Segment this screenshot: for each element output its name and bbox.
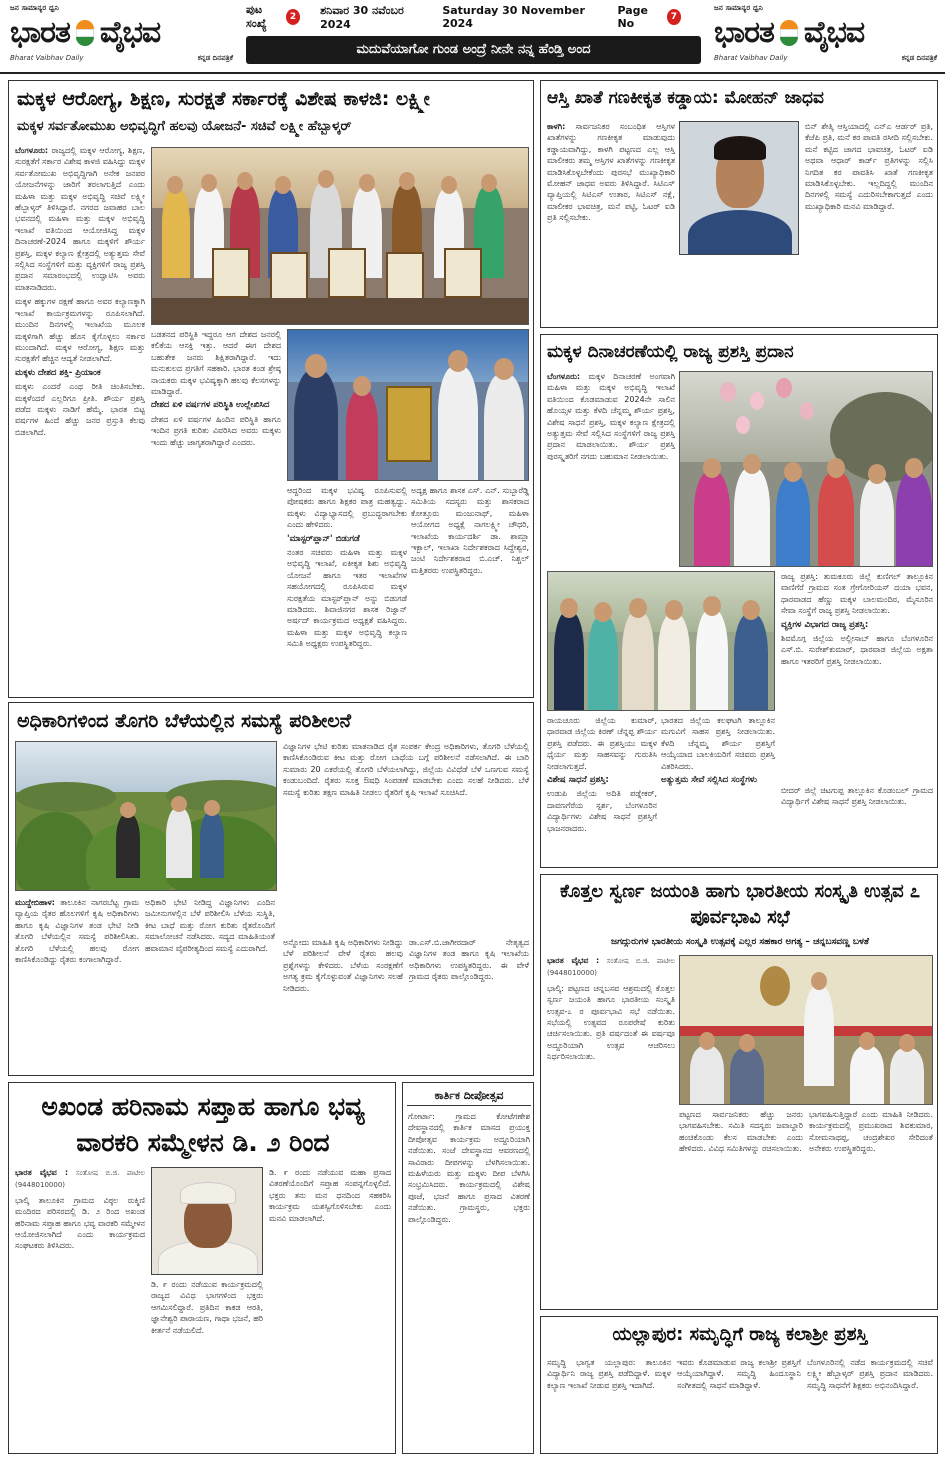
brand-name-part2: ವೈಭವ: [99, 15, 161, 50]
story-dateline: ಭಾರತ ವೈಭವ :: [15, 1168, 69, 1177]
photo-award-group: [547, 571, 775, 711]
story-body: ಭಾಲ್ಕಿ ತಾಲೂಕಿನ ಗ್ರಾಮದ ವಿಠ್ಠಲ ರುಕ್ಮಿಣಿ ಮಂದಿರದ ಪರಿಸರದಲ್ಲಿ ಡಿ. ೨ ರಿಂದ ಅಖಂಡ ಹರಿನಾಮ ಸಪ್ತಾಹ ಹಾಗೂ ಭವ್ಯ ವಾರಕರಿ ಸಮ್ಮೇಳನ ಆಯೋಜಿಸಲಾಗಿದೆ ಎಂದು ಕಾರ್ಯಕ್ರಮದ ಸಂಘಟಕರು ತಿಳಿಸಿದರು.: [15, 1195, 145, 1251]
story-state-awards: [540, 334, 938, 868]
story-inline-subhead: ಅತ್ಯುತ್ತಮ ಸೇವೆ ಸಲ್ಲಿಸಿದ ಸಂಸ್ಥೆಗಳು: [661, 775, 758, 786]
brand-kannada-sub: ಕನ್ನಡ ದಿನಪತ್ರಿಕೆ: [901, 54, 937, 62]
story-body: ಬೆಂಗಳೂರಿನಲ್ಲಿ ನಡೆದ ಕಾರ್ಯಕ್ರಮದಲ್ಲಿ ಸಚಿವೆ ಲಕ್ಷ್ಮೀ ಹೆಬ್ಬಾಳ್ಕರ್ ಪ್ರಶಸ್ತಿ ಪ್ರದಾನ ಮಾಡಿದರು. ಸಮೃದ್ಧಿ ಸಾಧನೆಗೆ ಶಿಕ್ಷಕರು ಅಭಿನಂದಿಸಿದ್ದಾರೆ.: [807, 1358, 933, 1390]
story-subhead: ಜಗದ್ಗುರುಗಳ ಭಾರತೀಯ ಸಂಸ್ಕೃತಿ ಉತ್ಸವಕ್ಕೆ ಎಲ್ಲರ ಸಹಕಾರ ಅಗತ್ಯ – ಚನ್ನಬಸವಣ್ಣ ಬಳತೆ: [611, 937, 869, 947]
story-column: [781, 571, 933, 781]
story-column: [547, 371, 675, 567]
story-headline: ಕೊತ್ತಲ ಸ್ವರ್ಣ ಜಯಂತಿ ಹಾಗು ಭಾರತೀಯ ಸಂಸ್ಕೃತಿ ಉತ್ಸವ ೭ ಪೂರ್ವಭಾವಿ ಸಭೆ: [560, 881, 920, 928]
story-column: [661, 715, 775, 865]
brand-wordmark: [10, 13, 233, 53]
story-dateline: ಮುದ್ದೇಬಿಹಾಳ:: [15, 898, 55, 907]
story-body: ಗೋರ್ಟಾ: ಗ್ರಾಮದ ಕೋಟೆಗಣೇಶ ದೇವಸ್ಥಾನದಲ್ಲಿ ಕಾರ್ತಿಕ ಮಾಸದ ಪ್ರಯುಕ್ತ ದೀಪೋತ್ಸವ ಕಾರ್ಯಕ್ರಮ ಅದ್ದೂರಿಯಾಗಿ ನಡೆಯಿತು. ಸಂಜೆ ದೇವಸ್ಥಾನದ ಆವರಣದಲ್ಲಿ ಸಾವಿರಾರು ದೀಪಗಳನ್ನು ಬೆಳಗಿಸಲಾಯಿತು. ಮಹಿಳೆಯರು ಮತ್ತು ಮಕ್ಕಳು ದೀಪ ಬೆಳಗಿಸಿ ಸಂಭ್ರಮಿಸಿದರು. ಕಾರ್ಯಕ್ರಮದಲ್ಲಿ ವಿಶೇಷ ಪೂಜೆ, ಭಜನೆ ಹಾಗೂ ಪ್ರಸಾದ ವಿತರಣೆ ನಡೆಯಿತು. ಗ್ರಾಮಸ್ಥರು, ಭಕ್ತರು ಪಾಲ್ಗೊಂಡಿದ್ದರು.: [408, 1112, 530, 1224]
story-headline: ಕಾರ್ತಿಕ ದೀಪೋತ್ಸವ: [407, 1087, 531, 1106]
story-column: [547, 715, 657, 865]
story-yallapur-award: [540, 1316, 938, 1454]
story-body: ಮಕ್ಕಳ ದಿನಾಚರಣೆ ಅಂಗವಾಗಿ ಮಹಿಳಾ ಮತ್ತು ಮಕ್ಕಳ ಅಭಿವೃದ್ಧಿ ಇಲಾಖೆ ವತಿಯಿಂದ ಕೊಡಮಾಡುವ 2024ನೇ ಸಾಲಿನ ಹೊಯ್ಸಳ ಮತ್ತು ಕೆಳದಿ ಚೆನ್ನಮ್ಮ ಶೌರ್ಯ ಪ್ರಶಸ್ತಿ, ವಿಶೇಷ ಸಾಧನೆ ಪ್ರಶಸ್ತಿ, ಮಕ್ಕಳ ಕಲ್ಯಾಣ ಕ್ಷೇತ್ರದಲ್ಲಿ ಅತ್ಯುತ್ತಮ ಸೇವೆ ಸಲ್ಲಿಸಿದ ಸಂಸ್ಥೆಗಳಿಗೆ ರಾಜ್ಯ ಪ್ರಶಸ್ತಿ ಪ್ರದಾನ ಮಾಡಲಾಯಿತು. ಶೌರ್ಯ ಪ್ರಶಸ್ತಿ ಪುರಸ್ಕೃತರಿಗೆ ನಗದು ಬಹುಮಾನ ನೀಡಲಾಯಿತು.: [547, 372, 675, 461]
story-karthika-deepotsava: [402, 1082, 534, 1454]
story-column: [781, 785, 933, 865]
photo-balloon-release: [679, 371, 933, 567]
photo-felicitation: [287, 329, 529, 481]
kannada-date: ಶನಿವಾರ 30 ನವೆಂಬರ 2024: [320, 3, 404, 31]
story-body: ಡಿ. ೯ ರಂದು ನಡೆಯುವ ಮಹಾ ಪ್ರಸಾದ ವಿತರಣೆಯೊಂದಿಗೆ ಸಪ್ತಾಹ ಸಂಪನ್ನಗೊಳ್ಳಲಿದೆ. ಭಕ್ತರು ತನು ಮನ ಧನದಿಂದ ಸಹಕರಿಸಿ ಕಾರ್ಯಕ್ರಮ ಯಶಸ್ವಿಗೊಳಿಸಬೇಕು ಎಂದು ಮನವಿ ಮಾಡಲಾಗಿದೆ.: [269, 1168, 391, 1223]
story-headline: ಅಖಂಡ ಹರಿನಾಮ ಸಪ್ತಾಹ ಹಾಗೂ ಭವ್ಯ ವಾರಕರಿ ಸಮ್ಮೇಳನ ಡಿ. ೨ ರಿಂದ: [41, 1092, 365, 1157]
story-body: ಇವರು ಕೊಡಮಾಡುವ ರಾಜ್ಯ ಕಲಾಶ್ರೀ ಪ್ರಶಸ್ತಿಗೆ ಆಯ್ಕೆಯಾಗಿದ್ದಾಳೆ. ಸಮೃದ್ಧಿ ಹಿಂದೂಸ್ಥಾನಿ ಸಂಗೀತದಲ್ಲಿ ಸಾಧನೆ ಮಾಡಿದ್ದಾಳೆ.: [677, 1358, 801, 1390]
story-headline: ಆಸ್ತಿ ಖಾತೆ ಗಣಕೀಕೃತ ಕಡ್ಡಾಯ: ಮೋಹನ್ ಜಾಧವ: [547, 88, 824, 108]
story-body: ಭಾಲ್ಕಿ: ಪಟ್ಟಣದ ಚನ್ನಬಸವ ಆಶ್ರಮದಲ್ಲಿ ಕೊತ್ತಲ ಸ್ವರ್ಣ ಜಯಂತಿ ಹಾಗೂ ಭಾರತೀಯ ಸಂಸ್ಕೃತಿ ಉತ್ಸವ-೭ ರ ಪೂರ್ವಭಾವಿ ಸಭೆ ನಡೆಯಿತು. ಸಭೆಯಲ್ಲಿ ಉತ್ಸವದ ರೂಪರೇಷೆ ಕುರಿತು ಚರ್ಚಿಸಲಾಯಿತು. ಪ್ರತಿ ವರ್ಷದಂತೆ ಈ ವರ್ಷವೂ ಅದ್ದೂರಿಯಾಗಿ ಉತ್ಸವ ಆಚರಿಸಲು ನಿರ್ಧರಿಸಲಾಯಿತು.: [547, 983, 675, 1062]
story-body: ಭಾರತದ ಜಿಲ್ಲೆಯ ಕಲಘಟಗಿ ತಾಲ್ಲೂಕಿನ ಮಗುವಿಗೆ ಸಾಹಸ ಪ್ರಶಸ್ತಿ ನೀಡಲಾಯಿತು. ಕೆಳದಿ ಚೆನ್ನಮ್ಮ ಶೌರ್ಯ ಪ್ರಶಸ್ತಿಗೆ ಆಯ್ಕೆಯಾದ ಬಾಲಕಿಯರಿಗೆ ಸಚಿವರು ಪ್ರಶಸ್ತಿ ವಿತರಿಸಿದರು.: [661, 716, 775, 771]
story-body: ಮಕ್ಕಳ ಹಕ್ಕುಗಳ ರಕ್ಷಣೆ ಹಾಗೂ ಅವರ ಕಲ್ಯಾಣಕ್ಕಾಗಿ ಇಲಾಖೆ ಕಾರ್ಯಕ್ರಮಗಳನ್ನು ರೂಪಿಸಲಾಗಿದೆ. ಮುಂದಿನ ದಿನಗಳಲ್ಲಿ ಇಲಾಖೆಯ ಮೂಲಕ ಮಕ್ಕಳಿಗಾಗಿ ಹೆಚ್ಚು ಹೊಸ ಕೈಗೊಳ್ಳಲು ಸರ್ಕಾರ ಮುಂದಾಗಿದೆ. ಮಕ್ಕಳ ಆರೋಗ್ಯ, ಶಿಕ್ಷಣ ಮತ್ತು ಸುರಕ್ಷತೆಗೆ ಹೆಚ್ಚಿನ ಆದ್ಯತೆ ನೀಡಲಾಗಿದೆ.: [15, 297, 145, 364]
story-body: ದೇಶದ ಏಳಿ ವರ್ಷಗಳ ಹಿಂದಿನ ಪರಿಸ್ಥಿತಿ ಹಾಗೂ ಇಂದಿನ ಪ್ರಗತಿ ಕುರಿತು ವಿವರಿಸಿದ ಅವರು ಮಕ್ಕಳು ಇಂದು ಹೆಚ್ಚು ಜಾಗೃತರಾಗಿದ್ದಾರೆ ಎಂದರು.: [151, 414, 281, 447]
story-body: ತಾಲೂಕಿನ ನಾಗರಬೆಟ್ಟ ಗ್ರಾಮ ವ್ಯಾಪ್ತಿಯ ರೈತರ ಹೊಲಗಳಿಗೆ ಕೃಷಿ ಅಧಿಕಾರಿಗಳು ಹಾಗೂ ಕೃಷಿ ವಿಜ್ಞಾನಿಗಳ ತಂಡ ಭೇಟಿ ನೀಡಿ ತೊಗರಿ ಬೆಳೆಯಲ್ಲಿನ ಸಮಸ್ಯೆ ಪರಿಶೀಲಿಸಿತು. ತೊಗರಿ ಬೆಳೆಯಲ್ಲಿ ಹಲವು ರೋಗ ಕಾಣಿಸಿಕೊಂಡಿದ್ದು ರೈತರು ಕಂಗಾಲಾಗಿದ್ದಾರೆ.: [15, 898, 139, 965]
story-body: ನಂತರ ಸಚಿವರು ಮಹಿಳಾ ಮತ್ತು ಮಕ್ಕಳ ಅಭಿವೃದ್ಧಿ ಇಲಾಖೆ, ಏಕೀಕೃತ ಶಿಶು ಅಭಿವೃದ್ಧಿ ಯೋಜನೆ ಹಾಗೂ ಇತರ ಇಲಾಖೆಗಳ ಸಹಯೋಗದಲ್ಲಿ ರೂಪಿಸಿರುವ ಮಕ್ಕಳ ಸುರಕ್ಷತೆಯ ಮಾಸ್ಟರ್‌ಪ್ಲಾನ್ ಅನ್ನು ಬಿಡುಗಡೆ ಮಾಡಿದರು. ಶಿವಾಜಿನಗರ ಶಾಸಕ ರಿಜ್ವಾನ್ ಅರ್ಷದ್ ಕಾರ್ಯಕ್ರಮದ ಅಧ್ಯಕ್ಷತೆ ವಹಿಸಿದ್ದರು. ಮಹಿಳಾ ಮತ್ತು ಮಕ್ಕಳ ಅಭಿವೃದ್ಧಿ ಕಲ್ಯಾಣ ಸಮಿತಿ ಅಧ್ಯಕ್ಷರು ಉಪಸ್ಥಿತರಿದ್ದರು.: [287, 548, 407, 649]
story-body: ಮಕ್ಕಳು ಎಂದರೆ ಎಂಥ ರೀತಿ ಚಿಂತಿಸಬೇಕು. ಮಕ್ಕಳೆಂದರೆ ಎಲ್ಲರಿಗೂ ಪ್ರೀತಿ. ಶೌರ್ಯ ಪ್ರಶಸ್ತಿ ಪಡೆದ ಮಕ್ಕಳು ನಾಡಿಗೆ ಹೆಮ್ಮೆ. ಭಾರತ ಬಿಟ್ಟ ವರ್ಷಗಳ ಹಿಂದೆ ಹೆಚ್ಚು ಜನರ ಪ್ರಸ್ತುತಿ ಕೆಲವು ಬಿಡಲಾಗಿದೆ.: [15, 382, 145, 437]
photo-award-ceremony: [151, 147, 529, 325]
brand-name-part1: ಭಾರತ: [714, 15, 774, 50]
brand-tagline: ಜನ ಸಾಮಾನ್ಯರ ಧ್ವನಿ: [714, 4, 764, 12]
brand-name-part2: ವೈಭವ: [803, 15, 865, 50]
story-column: [807, 1357, 933, 1451]
english-date: Saturday 30 November 2024: [442, 4, 585, 30]
story-body: ರಾಯಚೂರು ಜಿಲ್ಲೆಯ ಕುಮಾರ್, ಧಾರವಾಡ ಜಿಲ್ಲೆಯ ಕಿರಣ್ ಚೆನ್ನಪ್ಪ ಶೌರ್ಯ ಪ್ರಶಸ್ತಿ ಪಡೆದರು. ಈ ಪ್ರಶಸ್ತಿಯು ಮಕ್ಕಳ ಧೈರ್ಯ ಮತ್ತು ಸಾಹಸವನ್ನು ಗುರುತಿಸಿ ನೀಡಲಾಗುತ್ತದೆ.: [547, 716, 657, 771]
story-column: [547, 1357, 671, 1451]
story-children-welfare: [8, 80, 534, 698]
story-column: [283, 937, 403, 1073]
story-column: [809, 1109, 933, 1307]
story-column: [283, 741, 529, 931]
story-body: ಡಾ.ಎಸ್.ಬಿ.ಜಾಗೀರದಾರ್ ನೇತೃತ್ವದ ವಿಜ್ಞಾನಿಗಳ ತಂಡ ಹಾಗೂ ಕೃಷಿ ಇಲಾಖೆಯ ಅಧಿಕಾರಿಗಳು ಉಪಸ್ಥಿತರಿದ್ದರು. ಈ ವೇಳೆ ಗ್ರಾಮದ ರೈತರು ಪಾಲ್ಗೊಂಡಿದ್ದರು.: [409, 938, 529, 982]
brand-name-part1: ಭಾರತ: [10, 15, 70, 50]
story-body: ರಾಜ್ಯದಲ್ಲಿ ಮಕ್ಕಳ ಆರೋಗ್ಯ, ಶಿಕ್ಷಣ, ಸುರಕ್ಷತೆಗೆ ಸರ್ಕಾರ ವಿಶೇಷ ಕಾಳಜಿ ವಹಿಸಿದ್ದು ಮಕ್ಕಳ ಸರ್ವತೋಮುಖ ಅಭಿವೃದ್ಧಿಗಾಗಿ ಅನೇಕ ಜನಪರ ಯೋಜನೆಗಳನ್ನು ಜಾರಿಗೆ ತರಲಾಗುತ್ತಿದೆ ಎಂದು ಮಹಿಳಾ ಮತ್ತು ಮಕ್ಕಳ ಅಭಿವೃದ್ಧಿ ಸಚಿವೆ ಲಕ್ಷ್ಮೀ ಹೆಬ್ಬಾಳ್ಕರ್ ತಿಳಿಸಿದ್ದಾರೆ. ನಗರದ ಜವಾಹರ ಬಾಲ ಭವನದಲ್ಲಿ ಮಹಿಳಾ ಮತ್ತು ಮಕ್ಕಳ ಅಭಿವೃದ್ಧಿ ಇಲಾಖೆ ವತಿಯಿಂದ ಆಯೋಜಿಸಿದ್ದ ಮಕ್ಕಳ ದಿನಾಚರಣೆ-2024 ಹಾಗೂ ಮಕ್ಕಳಿಗೆ ಶೌರ್ಯ ಪ್ರಶಸ್ತಿ, ಮಕ್ಕಳ ಕಲ್ಯಾಣ ಕ್ಷೇತ್ರದಲ್ಲಿ ಅತ್ಯುತ್ತಮ ಸೇವೆ ಸಲ್ಲಿಸಿದ ಸಂಸ್ಥೆಗಳಿಗೆ ಮತ್ತು ವ್ಯಕ್ತಿಗಳಿಗೆ ರಾಜ್ಯ ಪ್ರಶಸ್ತಿ ಪ್ರದಾನ ಸಮಾರಂಭದಲ್ಲಿ ಉದ್ಘಾಟಿಸಿ ಅವರು ಮಾತನಾಡಿದರು.: [15, 146, 145, 292]
photo-officer-portrait: [679, 121, 799, 255]
brand-wordmark: [714, 13, 937, 53]
photo-swamiji-portrait: [151, 1167, 263, 1275]
story-column: [151, 329, 281, 693]
volume-number: 2: [286, 9, 300, 25]
issue-info-bar: [246, 2, 701, 32]
story-inline-subhead: ದೇಶದ ಏಳಿ ವರ್ಷಗಳ ಪರಿಸ್ಥಿತಿ ಉಲ್ಲೇಖಿಸಿದ: [151, 400, 270, 411]
brand-english-name: Bharat Vaibhav Daily: [714, 54, 788, 62]
story-body: ಶಿವಮೊಗ್ಗ ಜಿಲ್ಲೆಯ ಅಲ್ಲೀಸಾಬ್ ಹಾಗೂ ಬೆಂಗಳೂರಿನ ಎಸ್.ಬಿ. ಸುರೇಶ್‌ಕುಮಾರ್, ಧಾರವಾಡ ಜಿಲ್ಲೆಯ ಅಕ್ಷತಾ ಹಾಗೂ ಇತರರಿಗೆ ಪ್ರಶಸ್ತಿ ನೀಡಲಾಯಿತು.: [781, 634, 933, 666]
story-headline: ಮಕ್ಕಳ ದಿನಾಚರಣೆಯಲ್ಲಿ ರಾಜ್ಯ ಪ್ರಶಸ್ತಿ ಪ್ರದಾನ: [547, 342, 794, 362]
story-kottala-jayanti: [540, 874, 938, 1310]
story-body: ಅನ್ನೋದು ಮಾಹಿತಿ ಕೃಷಿ ಅಧಿಕಾರಿಗಳು ನೀಡಿದ್ದು ಬೆಳೆ ಪರಿಶೀಲನೆ ವೇಳೆ ರೈತರು ಹಲವು ಪ್ರಶ್ನೆಗಳನ್ನು ಕೇಳಿದರು. ಬೆಳೆಯ ಸಂರಕ್ಷಣೆಗೆ ಅಗತ್ಯ ಕ್ರಮ ಕೈಗೊಳ್ಳುವಂತೆ ವಿಜ್ಞಾನಿಗಳು ಸಲಹೆ ನೀಡಿದರು.: [283, 938, 403, 993]
story-subhead: ಮಕ್ಕಳ ಸರ್ವತೋಮುಖ ಅಭಿವೃದ್ಧಿಗೆ ಹಲವು ಯೋಜನೆ- ಸಚಿವೆ ಲಕ್ಷ್ಮೀ ಹೆಬ್ಬಾಳ್ಕರ್: [17, 119, 352, 134]
story-column: [269, 1167, 391, 1451]
story-inline-subhead: ಮಕ್ಕಳು ದೇಶದ ಶಕ್ತಿ- ಪ್ರಿಯಾಂಕ: [15, 367, 101, 378]
story-body: ಬಡತನದ ಪರಿಸ್ಥಿತಿ ಇದ್ದರೂ ಆಗ ದೇಶದ ಜನರಲ್ಲಿ ಕಲಿಕೆಯ ಆಸಕ್ತಿ ಇತ್ತು. ಆದರೆ ಈಗ ದೇಶದ ಬಹುತೇಕ ಜನರು ಶಿಕ್ಷಿತರಾಗಿದ್ದಾರೆ. ಇದು ಮನುಕುಲದ ಪ್ರಗತಿಗೆ ಸಹಕಾರಿ. ಭಾರತ ಕಂಡ ಶ್ರೇಷ್ಠ ನಾಯಕರು ಮಕ್ಕಳ ಭವಿಷ್ಯಕ್ಕಾಗಿ ಹಲವು ಕೆಲಸಗಳನ್ನು ಮಾಡಿದ್ದಾರೆ.: [151, 330, 281, 397]
story-harinama-saptaha: [8, 1082, 396, 1454]
story-dateline: ಭಾರತ ವೈಭವ :: [547, 956, 600, 965]
story-crop-inspection: [8, 702, 534, 1076]
story-column: [408, 1111, 530, 1451]
brand-kannada-sub: ಕನ್ನಡ ದಿನಪತ್ರಿಕೆ: [197, 54, 233, 62]
story-column: [287, 485, 407, 693]
story-body: ಸಮೃದ್ಧಿ ಭಾಗ್ವತ ಯಲ್ಲಾಪುರ: ತಾಲೂಕಿನ ವಿದ್ಯಾರ್ಥಿನಿ ರಾಜ್ಯ ಪ್ರಶಸ್ತಿ ಪಡೆದಿದ್ದಾಳೆ. ಮಕ್ಕಳ ಕಲ್ಯಾಣ ಇಲಾಖೆ ನೀಡುವ ಪ್ರಶಸ್ತಿ ಇದಾಗಿದೆ.: [547, 1358, 671, 1390]
story-column: [15, 145, 145, 693]
flag-icon: [776, 16, 802, 50]
story-headline: ಮಕ್ಕಳ ಆರೋಗ್ಯ, ಶಿಕ್ಷಣ, ಸುರಕ್ಷತೆ ಸರ್ಕಾರಕ್ಕೆ ವಿಶೇಷ ಕಾಳಜಿ: ಲಕ್ಷ್ಮೀ: [17, 88, 430, 110]
brand-sub: [714, 54, 937, 63]
page-number-info: [617, 4, 685, 30]
story-dateline: ಬೆಂಗಳೂರು:: [547, 372, 581, 381]
story-body: ಅದ್ಯಕ್ಷ ಹಾಗೂ ಶಾಸಕ ಎಸ್. ಎನ್. ಸುಬ್ಬಾರೆಡ್ಡಿ ಸಮಿತಿಯ ಸದಸ್ಯರು ಮತ್ತು ಶಾಸಕರಾದ ಕೋತ್ತೂರು ಮಂಜುನಾಥ್, ಮಹಿಳಾ ಆಯೋಗದ ಅಧ್ಯಕ್ಷೆ ನಾಗಲಕ್ಷ್ಮೀ ಚೌಧರಿ, ಇಲಾಖೆಯ ಕಾರ್ಯದರ್ಶಿ ಡಾ. ಶಾಮ್ಲಾ ಇಕ್ಬಾಲ್, ಇಲಾಖಾ ನಿರ್ದೇಶಕರಾದ ಸಿದ್ದೇಶ್ವರ, ಜಂಟಿ ನಿರ್ದೇಶಕರಾದ ಬಿ.ಎಚ್. ನಿಶ್ಚಲ್ ಮತ್ತಿತರರು ಉಪಸ್ಥಿತರಿದ್ದರು.: [411, 486, 529, 575]
story-body: ಅಧಿಕಾರಿ ಭೇಟಿ ನೀಡಿದ್ದ ವಿಜ್ಞಾನಿಗಳು ಎಂದಿನ ಜಮೀನುಗಳಲ್ಲಿನ ಬೆಳೆ ಪರಿಶೀಲಿಸಿ ಬೆಳೆಯ ಸುಸ್ಥಿತಿ, ಕೀಟ ಬಾಧೆ ಮತ್ತು ರೋಗ ಕುರಿತು ರೈತರೊಂದಿಗೆ ಸಮಾಲೋಚನೆ ನಡೆಸಿದರು. ಸದ್ಯದ ಮಾಹಿತಿಯಂತೆ ಹವಾಮಾನ ವೈಪರೀತ್ಯದಿಂದ ಸಮಸ್ಯೆ ಎದುರಾಗಿದೆ.: [145, 898, 275, 953]
story-body: ಡಿ. ೯ ರಂದು ನಡೆಯುವ ಕಾರ್ಯಕ್ರಮದಲ್ಲಿ ರಾಜ್ಯದ ವಿವಿಧ ಭಾಗಗಳಿಂದ ಭಕ್ತರು ಆಗಮಿಸಲಿದ್ದಾರೆ. ಪ್ರತಿದಿನ ಕಾಕಡ ಆರತಿ, ಜ್ಞಾನೇಶ್ವರಿ ಪಾರಾಯಣ, ಗಾಥಾ ಭಜನೆ, ಹರಿ ಕೀರ್ತನೆ ನಡೆಯಲಿದೆ.: [151, 1280, 263, 1335]
brand-english-name: Bharat Vaibhav Daily: [10, 54, 84, 62]
story-column: [547, 121, 675, 325]
story-inline-subhead: 'ಮಾಸ್ಟರ್‌ಪ್ಲಾನ್' ಬಿಡುಗಡೆ: [287, 533, 360, 544]
story-body: ಆದ್ದರಿಂದ ಮಕ್ಕಳ ಭವಿಷ್ಯ ರೂಪಿಸುವಲ್ಲಿ ಪೋಷಕರು ಹಾಗೂ ಶಿಕ್ಷಕರ ಪಾತ್ರ ಮಹತ್ವದ್ದು. ಮಕ್ಕಳು ವಿದ್ಯಾಭ್ಯಾಸದಲ್ಲಿ ಪ್ರಬುದ್ಧರಾಗಬೇಕು ಎಂದು ಹೇಳಿದರು.: [287, 486, 407, 530]
volume-info: [246, 3, 304, 31]
photo-field-inspection: [15, 741, 277, 891]
story-column: [677, 1357, 801, 1451]
story-credit: ಸಂತೋಷ ಬಿ.ಜಿ. ಪಾಟೀಲ (9448010000): [15, 1169, 145, 1190]
story-column: [145, 897, 275, 1073]
story-dateline: ಬೆಂಗಳೂರು:: [15, 146, 49, 155]
brand-logo-left: [4, 2, 239, 72]
story-headline: ಅಧಿಕಾರಿಗಳಿಂದ ತೊಗರಿ ಬೆಳೆಯಲ್ಲಿನ ಸಮಸ್ಯೆ ಪರಿಶೀಲನೆ: [17, 710, 351, 732]
story-credit: ಸಂತೋಷ ಬಿ.ಜಿ. ಪಾಟೀಲ (9448010000): [547, 957, 675, 978]
story-column: [805, 121, 933, 325]
volume-label: ಪುಟ ಸಂಖ್ಯೆ: [246, 3, 267, 30]
story-body: ಭಾಗವಹಿಸುತ್ತಿದ್ದಾರೆ ಎಂದು ಮಾಹಿತಿ ನೀಡಿದರು. ಕಾರ್ಯಕ್ರಮದಲ್ಲಿ ಪ್ರಮುಖರಾದ ಶಿವಕುಮಾರ, ಸೋಮನಾಥಪ್ಪ, ಚಂದ್ರಶೇಖರ ಸೇರಿದಂತೆ ಅನೇಕರು ಉಪಸ್ಥಿತರಿದ್ದರು.: [809, 1110, 933, 1154]
story-property-records: [540, 80, 938, 328]
story-inline-subhead: ವಿಶೇಷ ಸಾಧನೆ ಪ್ರಶಸ್ತಿ:: [547, 775, 609, 786]
photo-meeting: [679, 955, 933, 1105]
story-body: ಬೀದರ್ ಜಿಲ್ಲೆ ಚಿಟಗುಪ್ಪ ತಾಲ್ಲೂಕಿನ ಕೊಡಂಬಲ್ ಗ್ರಾಮದ ವಿದ್ಯಾರ್ಥಿಗೆ ವಿಶೇಷ ಸಾಧನೆ ಪ್ರಶಸ್ತಿ ನೀಡಲಾಯಿತು.: [781, 786, 933, 807]
story-body: ಉಡುಪಿ ಜಿಲ್ಲೆಯ ಅದಿತಿ ಪಡ್ನೇಕರ್, ದಾವಣಗೆರೆಯ ಸ್ಪರ್ಶ, ಬೆಂಗಳೂರಿನ ವಿದ್ಯಾರ್ಥಿಗಳು ವಿಶೇಷ ಸಾಧನೆ ಪ್ರಶಸ್ತಿಗೆ ಭಾಜನರಾದರು.: [547, 789, 657, 833]
story-column: [411, 485, 529, 693]
top-strip-headline: ಮದುವೆಯಾಗೋ ಗುಂಡ ಅಂದ್ರೆ ನೀನೇ ನನ್ನ ಹೆಂಡ್ತಿ ಅಂದ: [246, 36, 701, 64]
story-column: [409, 937, 529, 1073]
story-body: ಪಟ್ಟಣದ ಸಾರ್ವಜನಿಕರು ಹೆಚ್ಚು ಜನರು ಭಾಗವಹಿಸಬೇಕು. ಸಮಿತಿ ಸದಸ್ಯರು ಜವಾಬ್ದಾರಿ ಹಂಚಿಕೊಂಡು ಕೆಲಸ ಮಾಡಬೇಕು ಎಂದು ಹೇಳಿದರು. ವಿವಿಧ ಸಮಿತಿಗಳನ್ನು ರಚಿಸಲಾಯಿತು.: [679, 1110, 803, 1154]
story-inline-subhead: ವ್ಯಕ್ತಿಗಳ ವಿಭಾಗದ ರಾಜ್ಯ ಪ್ರಶಸ್ತಿ:: [781, 619, 869, 630]
brand-tagline: ಜನ ಸಾಮಾನ್ಯರ ಧ್ವನಿ: [10, 4, 60, 12]
page-label: Page No: [617, 4, 648, 30]
story-column: [679, 1109, 803, 1307]
brand-logo-right: [708, 2, 943, 72]
story-column: [15, 1167, 145, 1451]
story-body: ವಿಜ್ಞಾನಿಗಳ ಭೇಟಿ ಕುರಿತು ಮಾತನಾಡಿದ ರೈತ ಸಂಪರ್ಕ ಕೇಂದ್ರ ಅಧಿಕಾರಿಗಳು, ತೊಗರಿ ಬೆಳೆಯಲ್ಲಿ ಕಾಣಿಸಿಕೊಂಡಿರುವ ಕೀಟ ಮತ್ತು ರೋಗ ಬಾಧೆಯ ಬಗ್ಗೆ ಪರಿಶೀಲನೆ ನಡೆಸಲಾಗಿದೆ. ಈ ಬಾರಿ ಸುಮಾರು 20 ಎಕರೆಯಲ್ಲಿ ತೊಗರಿ ಬೆಳೆಯಲಾಗಿದ್ದು, ಜಿಲ್ಲೆಯ ವಿವಿಧೆಡೆ ಬೆಳೆ ಒಣಗುವ ಸಮಸ್ಯೆ ಕಂಡುಬಂದಿದೆ. ರೈತರು ಸೂಕ್ತ ಔಷಧಿ ಸಿಂಪಡಣೆ ಮಾಡಬೇಕು ಎಂದು ಸಲಹೆ ನೀಡಿದರು. ಬೆಳೆ ಸಮಸ್ಯೆ ಕುರಿತು ತಕ್ಷಣ ಮಾಹಿತಿ ನೀಡಲು ರೈತರಿಗೆ ಕೃಷಿ ಇಲಾಖೆ ಸೂಚಿಸಿದೆ.: [283, 742, 529, 797]
story-body: ಸಾರ್ವಜನಿಕರ ಸಂಬಂಧಿತ ಆಸ್ತಿಗಳ ಖಾತೆಗಳನ್ನು ಗಣಕೀಕೃತ ಮಾಡುವುದು ಕಡ್ಡಾಯವಾಗಿದ್ದು, ಕಾಳಗಿ ಪಟ್ಟಣದ ಎಲ್ಲ ಆಸ್ತಿ ಮಾಲೀಕರು ತಮ್ಮ ಆಸ್ತಿಗಳ ಖಾತೆಗಳನ್ನು ಗಣಕೀಕೃತ ಮಾಡಿಸಿಕೊಳ್ಳಬೇಕೆಂದು ಪುರಸಭೆ ಮುಖ್ಯಾಧಿಕಾರಿ ಮೋಹನ್ ಜಾಧವ ಅವರು ತಿಳಿಸಿದ್ದಾರೆ. ಸಿಟಿಎಸ್ ವ್ಯಾಪ್ತಿಯಲ್ಲಿ ಸಿಟಿಎಸ್ ಉತಾರ, ಸಿಟಿಎಸ್ ನಕ್ಷೆ, ಮಾಲೀಕರ ಭಾವಚಿತ್ರ, ಮನೆ ಪಟ್ಟಿ, ಓಟರ್ ಐಡಿ ಪ್ರತಿ ಸಲ್ಲಿಸಬೇಕು.: [547, 122, 675, 223]
story-body: ರಾಜ್ಯ ಪ್ರಶಸ್ತಿ: ತುಮಕೂರು ಜಿಲ್ಲೆ ಕುಣಿಗಲ್ ತಾಲ್ಲೂಕಿನ ವಾಣಿಗೆರೆ ಗ್ರಾಮದ ಸಂತ ಗ್ರೇಗೋರಿಯಸ್ ದಯಾ ಭವನ, ಧಾರವಾಡದ ಹೆಣ್ಣು ಮಕ್ಕಳ ಬಾಲಮಂದಿರ, ಮೈಸೂರಿನ ಸೇವಾ ಸಂಸ್ಥೆಗೆ ರಾಜ್ಯ ಪ್ರಶಸ್ತಿ ನೀಡಲಾಯಿತು.: [781, 572, 933, 616]
story-headline: ಯಲ್ಲಾಪುರ: ಸಮೃದ್ಧಿಗೆ ರಾಜ್ಯ ಕಲಾಶ್ರೀ ಪ್ರಶಸ್ತಿ: [612, 1324, 868, 1345]
brand-sub: [10, 54, 233, 63]
story-column: [151, 1279, 263, 1451]
flag-icon: [72, 16, 98, 50]
masthead: [0, 0, 945, 74]
story-dateline: ಕಾಳಗಿ:: [547, 122, 566, 131]
story-column: [15, 897, 139, 1073]
page-number: 7: [667, 9, 681, 25]
story-body: ಬಿನ್ ಶೇತ್ಕಿ ಆಸ್ತಿಯಾದಲ್ಲಿ ಎನ್‌ಎ ಆರ್ಡರ್ ಪ್ರತಿ, ಕೆಜೆಪಿ ಪ್ರತಿ, ಮನೆ ಕರ ಪಾವತಿ ರಸೀದಿ ಸಲ್ಲಿಸಬೇಕು. ಮನೆ ಕಟ್ಟಿದ ಜಾಗದ ಭಾವಚಿತ್ರ, ಓಟರ್ ಐಡಿ ಅಥವಾ ಆಧಾರ್ ಕಾರ್ಡ್ ಪ್ರತಿಗಳನ್ನು ಸಲ್ಲಿಸಿ ನಿಗದಿತ ಕರ ಪಾವತಿಸಿ ಖಾತೆ ಗಣಕೀಕೃತ ಮಾಡಿಸಿಕೊಳ್ಳಬೇಕು. ಇಲ್ಲದಿದ್ದಲ್ಲಿ ಮುಂದಿನ ದಿನಗಳಲ್ಲಿ ಸಮಸ್ಯೆ ಎದುರಿಸಬೇಕಾಗುತ್ತದೆ ಎಂದು ಮುಖ್ಯಾಧಿಕಾರಿ ಮನವಿ ಮಾಡಿದ್ದಾರೆ.: [805, 122, 933, 211]
story-column: [547, 955, 675, 1307]
